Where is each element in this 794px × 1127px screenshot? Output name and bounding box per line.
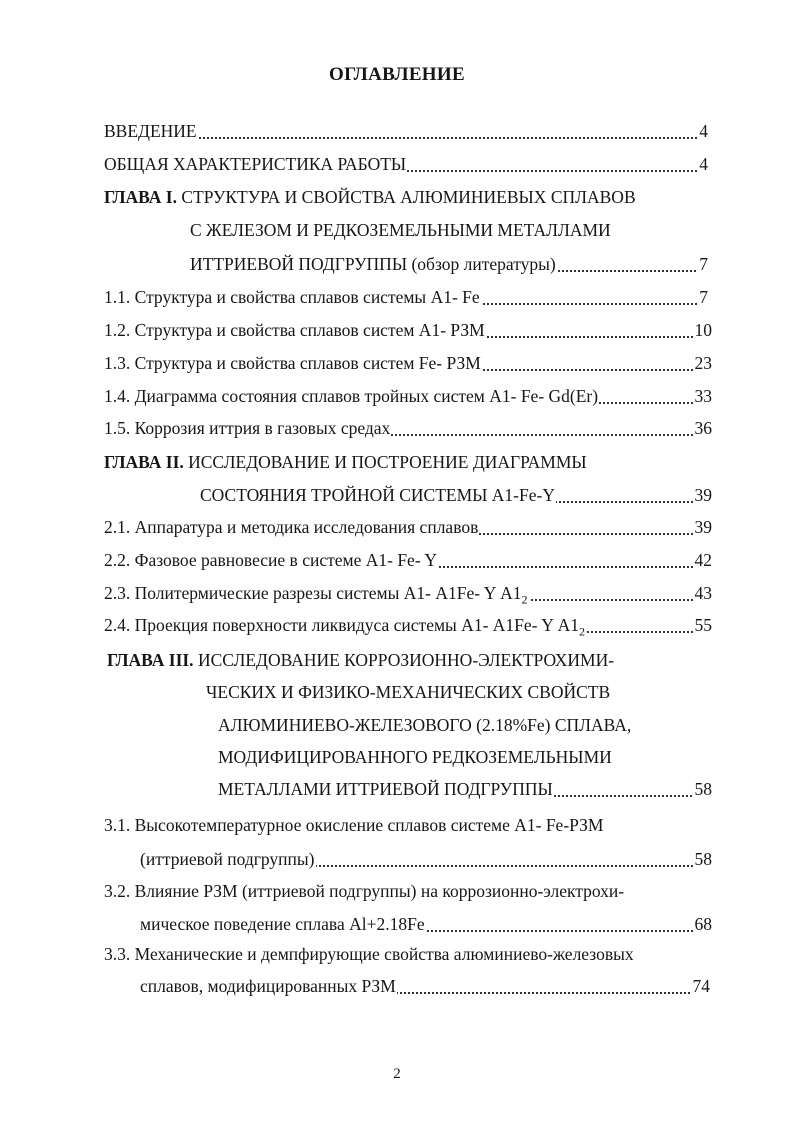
toc-entry-text: 1.2. Структура и свойства сплавов систем А1- РЗМ	[104, 317, 486, 343]
toc-entry	[140, 911, 712, 937]
toc-entry-text: мическое поведение сплава Al+2.18Fe	[140, 911, 426, 937]
chapter-label: ГЛАВА III.	[107, 650, 194, 670]
page-number: 2	[393, 1066, 401, 1082]
toc-entry-text: ИССЛЕДОВАНИЕ КОРРОЗИОННО-ЭЛЕКТРОХИМИ-	[193, 650, 615, 670]
toc-chapter-heading	[104, 449, 704, 475]
toc-entry-page: 7	[698, 251, 708, 277]
toc-entry-text: 2.3. Политермические разрезы системы А1- А1Fe- Y А1	[104, 583, 522, 603]
toc-entry-continuation	[218, 744, 708, 770]
toc-entry	[104, 383, 712, 409]
toc-entry-text: ОБЩАЯ ХАРАКТЕРИСТИКА РАБОТЫ	[104, 151, 407, 177]
toc-entry-text: АЛЮМИНИЕВО-ЖЕЛЕЗОВОГО (2.18%Fe) СПЛАВА,	[218, 712, 632, 738]
toc-entry-text: МОДИФИЦИРОВАННОГО РЕДКОЗЕМЕЛЬНЫМИ	[218, 744, 613, 770]
toc-entry-page: 33	[694, 383, 713, 409]
toc-chapter-heading	[104, 184, 704, 210]
toc-entry-text: сплавов, модифицированных РЗМ	[140, 973, 397, 999]
toc-entry-page: 55	[694, 612, 713, 638]
toc-entry	[190, 251, 708, 277]
toc-entry-text: МЕТАЛЛАМИ ИТТРИЕВОЙ ПОДГРУППЫ	[218, 776, 554, 802]
toc-entry-text: ВВЕДЕНИЕ	[104, 118, 198, 144]
toc-entry	[104, 612, 712, 638]
toc-entry-continuation	[218, 712, 708, 738]
toc-entry-page: 68	[694, 911, 713, 937]
toc-entry-text: 1.4. Диаграмма состояния сплавов тройных систем А1- Fe- Gd(Er)	[104, 383, 599, 409]
toc-entry-page: 58	[694, 776, 713, 802]
chapter-label: ГЛАВА I.	[104, 187, 177, 207]
toc-entry-page: 39	[694, 514, 713, 540]
toc-entry-page: 4	[698, 151, 708, 177]
toc-entry	[104, 317, 712, 343]
toc-entry-page: 10	[694, 317, 713, 343]
toc-entry-text: 2.2. Фазовое равновесие в системе А1- Fe- Y	[104, 547, 438, 573]
toc-entry-page: 23	[694, 350, 713, 376]
toc-entry	[218, 776, 712, 802]
toc-entry-continuation	[190, 217, 710, 243]
toc-entry-text: С ЖЕЛЕЗОМ И РЕДКОЗЕМЕЛЬНЫМИ МЕТАЛЛАМИ	[190, 217, 612, 243]
toc-entry-text: 1.3. Структура и свойства сплавов систем Fe- РЗМ	[104, 350, 482, 376]
toc-entry-page: 7	[698, 284, 708, 310]
subscript: 2	[578, 624, 585, 638]
toc-entry-text: (иттриевой подгруппы)	[140, 846, 316, 872]
toc-entry-text: 2.4. Проекция поверхности ликвидуса системы А1- А1Fe- Y А1	[104, 615, 579, 635]
toc-entry-page: 36	[694, 415, 713, 441]
toc-entry-text: ИТТРИЕВОЙ ПОДГРУППЫ (обзор литературы)	[190, 251, 557, 277]
toc-entry	[104, 547, 712, 573]
toc-entry-text: 2.1. Аппаратура и методика исследования сплавов	[104, 514, 479, 540]
toc-entry-continuation	[104, 812, 708, 838]
toc-entry-text: 3.3. Механические и демпфирующие свойства алюминиево-железовых	[104, 941, 635, 967]
toc-entry	[140, 973, 710, 999]
subscript: 2	[521, 592, 528, 606]
toc-entry-page: 58	[694, 846, 713, 872]
toc-entry	[104, 151, 708, 177]
toc-entry-text: 3.2. Влияние РЗМ (иттриевой подгруппы) на коррозионно-электрохи-	[104, 878, 625, 904]
toc-entry-text: ЧЕСКИХ И ФИЗИКО-МЕХАНИЧЕСКИХ СВОЙСТВ	[206, 679, 611, 705]
toc-entry-text: СТРУКТУРА И СВОЙСТВА АЛЮМИНИЕВЫХ СПЛАВОВ	[176, 187, 636, 207]
toc-entry-page: 4	[698, 118, 708, 144]
toc-entry	[104, 580, 712, 606]
toc-entry-text: 1.5. Коррозия иттрия в газовых средах	[104, 415, 391, 441]
toc-entry-page: 42	[694, 547, 713, 573]
chapter-label: ГЛАВА II.	[104, 452, 184, 472]
toc-entry	[200, 482, 712, 508]
toc-entry-continuation	[104, 878, 708, 904]
toc-entry	[104, 415, 712, 441]
toc-entry-page: 39	[694, 482, 713, 508]
toc-entry-continuation	[104, 941, 708, 967]
toc-entry-page: 43	[694, 580, 713, 606]
toc-entry	[104, 284, 708, 310]
toc-entry-continuation	[206, 679, 706, 705]
toc-entry	[104, 350, 712, 376]
toc-entry-text: ИССЛЕДОВАНИЕ И ПОСТРОЕНИЕ ДИАГРАММЫ	[183, 452, 587, 472]
toc-entry	[104, 118, 708, 144]
toc-entry	[140, 846, 712, 872]
toc-entry-text: 1.1. Структура и свойства сплавов системы А1- Fe	[104, 284, 481, 310]
page-title: ОГЛАВЛЕНИЕ	[329, 64, 465, 85]
toc-entry-text: СОСТОЯНИЯ ТРОЙНОЙ СИСТЕМЫ А1-Fe-Y	[200, 482, 556, 508]
toc-entry-page: 74	[692, 973, 711, 999]
toc-chapter-heading	[107, 647, 707, 673]
toc-entry-text: 3.1. Высокотемпературное окисление сплавов системе А1- Fe-РЗМ	[104, 812, 604, 838]
toc-entry	[104, 514, 712, 540]
